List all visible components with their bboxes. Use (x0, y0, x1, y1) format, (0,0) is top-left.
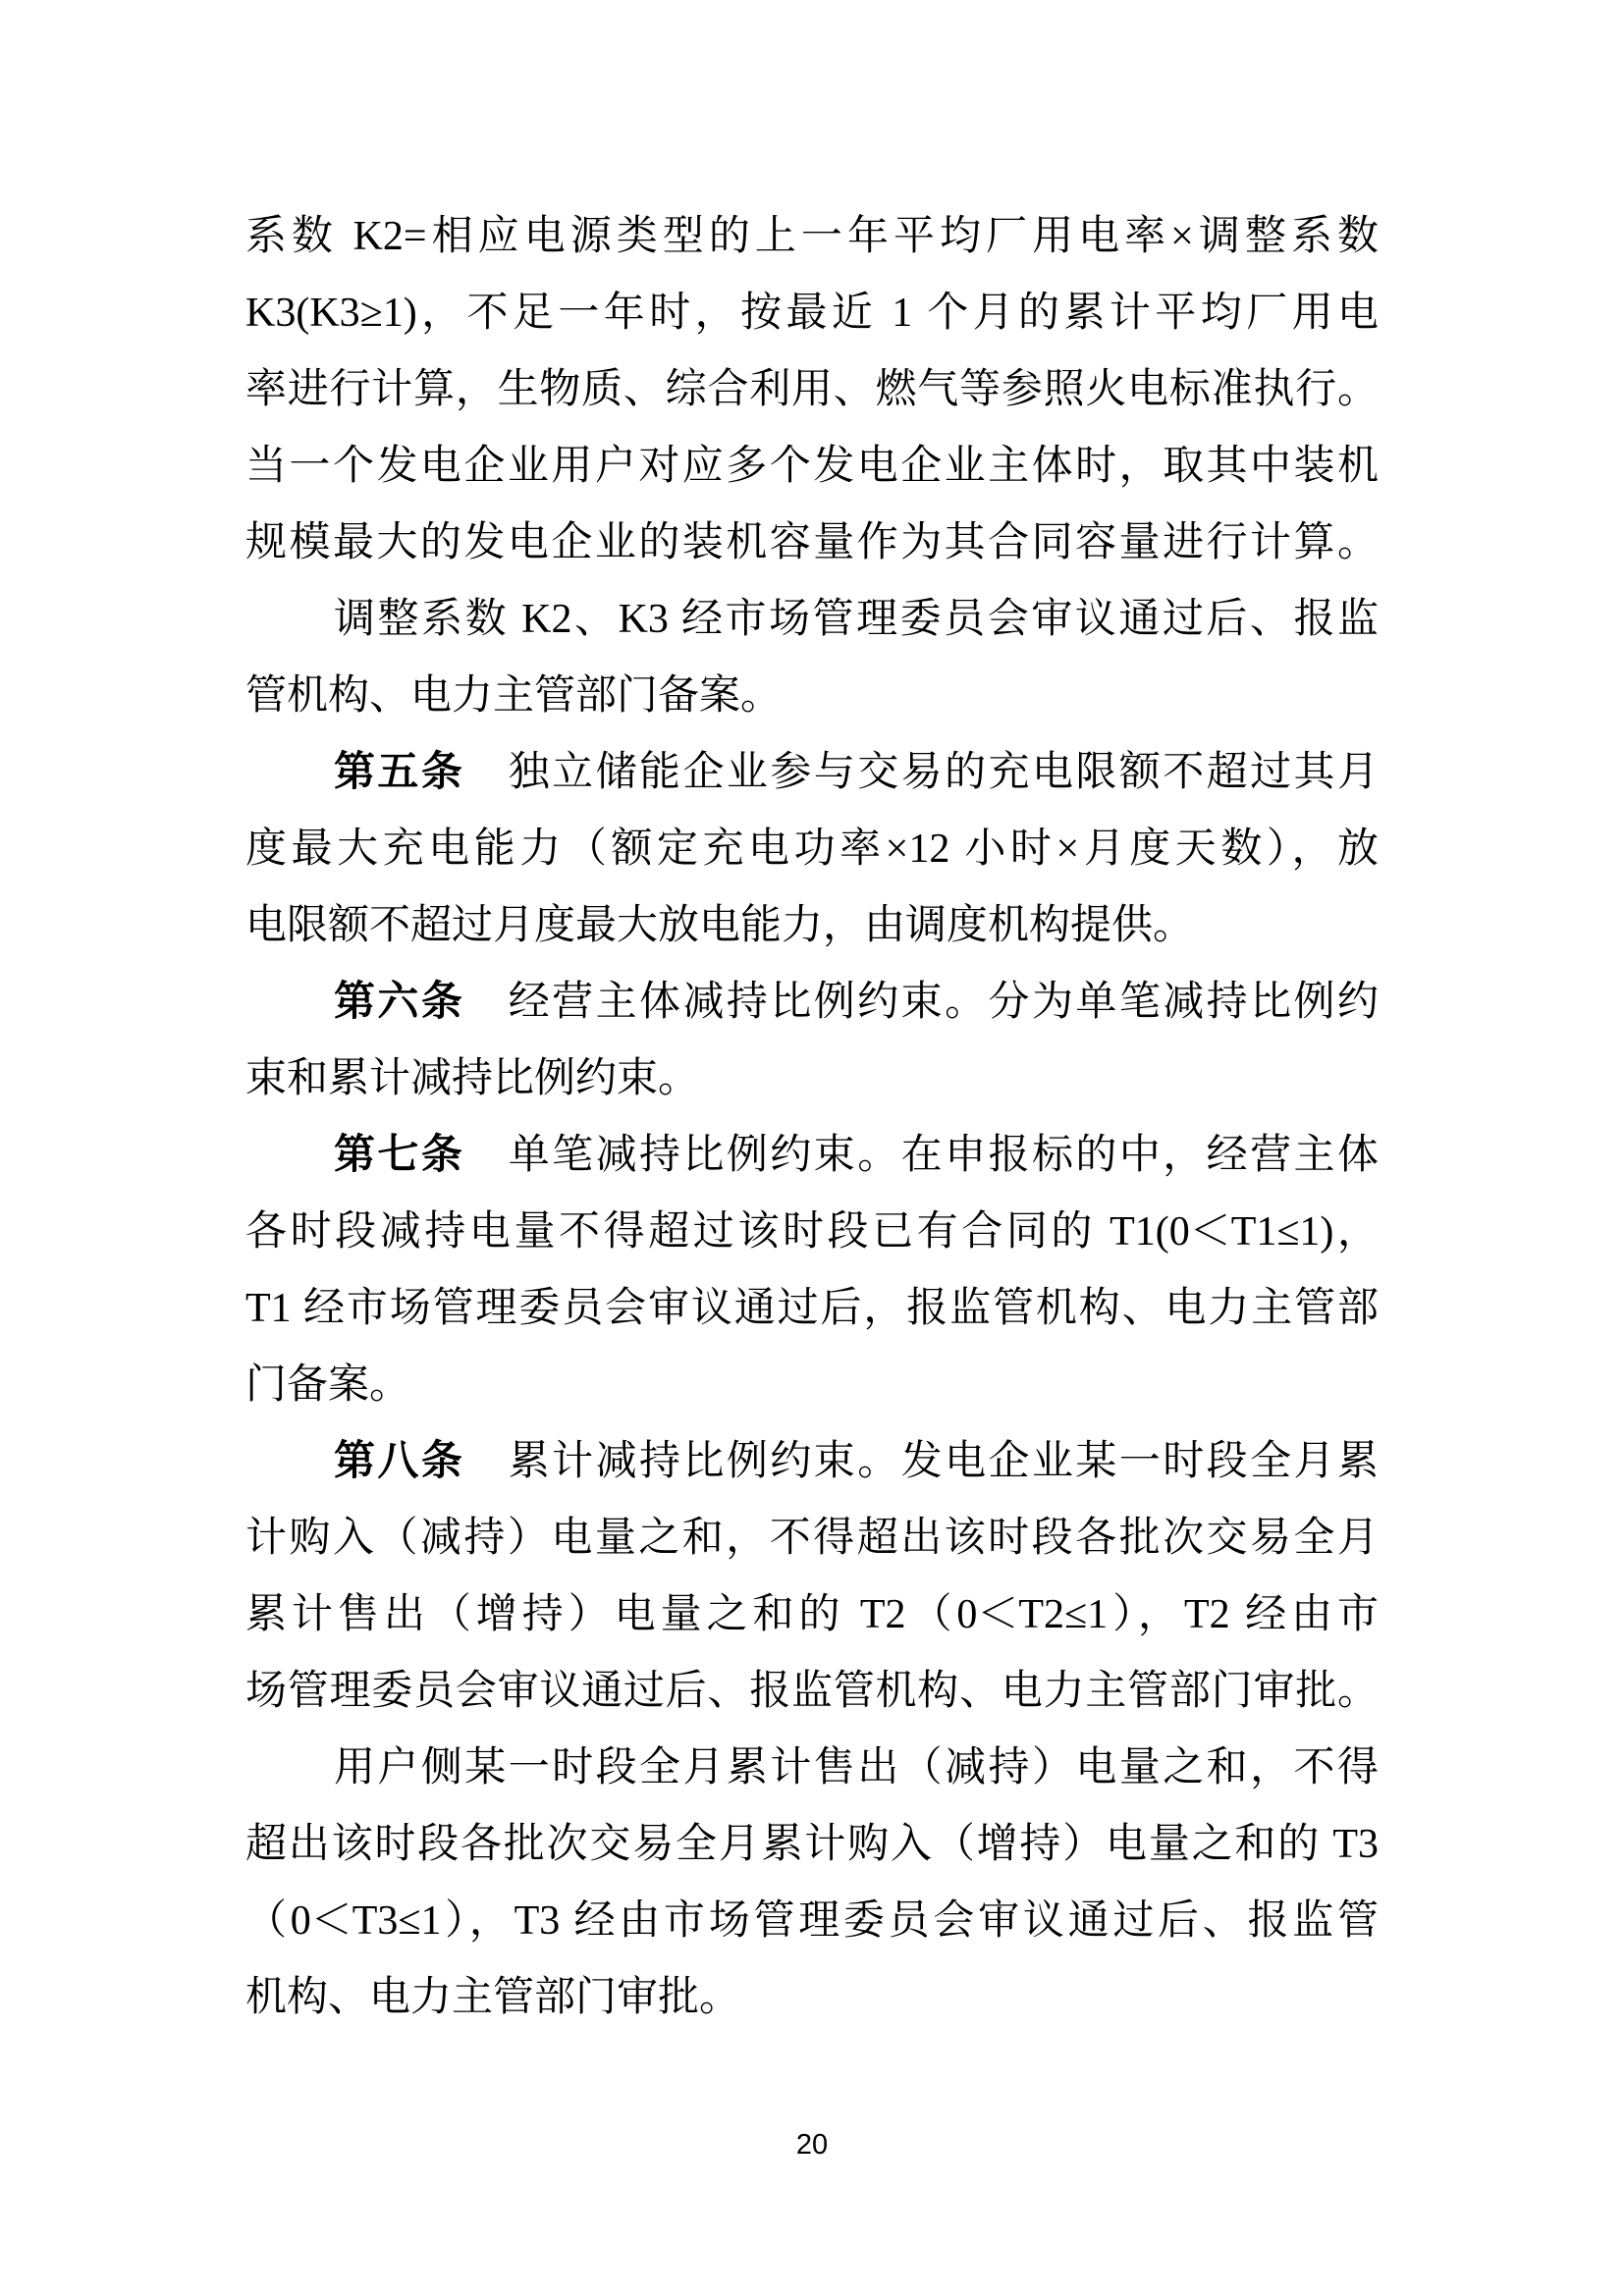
text-line (245, 505, 1379, 581)
text-line (245, 658, 1379, 734)
text-line (245, 1806, 1379, 1883)
text-line (245, 1194, 1379, 1270)
text-segment: 计购入（减持）电量之和，不得超出该时段各批次交易全月 (245, 1516, 1379, 1561)
text-line (245, 734, 1379, 811)
text-line (245, 275, 1379, 351)
text-line (245, 1347, 1379, 1423)
text-segment: K3(K3≥1)，不足一年时，按最近 1 个月的累计平均厂用电 (245, 291, 1379, 336)
text-segment: 累计减持比例约束。发电企业某一时段全月累 (464, 1439, 1379, 1484)
text-line (245, 428, 1379, 505)
text-segment: 机构、电力主管部门审批。 (245, 1975, 741, 2020)
text-line (245, 1041, 1379, 1117)
text-line (245, 964, 1379, 1041)
text-line (245, 811, 1379, 887)
text-line (245, 581, 1379, 658)
text-segment: （0＜T3≤1），T3 经由市场管理委员会审议通过后、报监管 (245, 1898, 1379, 1944)
text-segment: T1 经市场管理委员会审议通过后，报监管机构、电力主管部 (245, 1286, 1379, 1331)
text-line (245, 1500, 1379, 1576)
text-segment: 电限额不超过月度最大放电能力，由调度机构提供。 (245, 903, 1195, 948)
text-segment: 当一个发电企业用户对应多个发电企业主体时，取其中装机 (245, 444, 1379, 489)
article-heading-segment: 第八条 (334, 1439, 465, 1484)
text-line (245, 1730, 1379, 1806)
article-heading-segment: 第六条 (334, 980, 465, 1025)
text-segment: 规模最大的发电企业的装机容量作为其合同容量进行计算。 (245, 520, 1379, 565)
text-segment: 束和累计减持比例约束。 (245, 1056, 700, 1101)
text-line (245, 1653, 1379, 1730)
text-segment: 独立储能企业参与交易的充电限额不超过其月 (464, 750, 1379, 795)
text-segment: 经营主体减持比例约束。分为单笔减持比例约 (464, 980, 1379, 1025)
text-block (245, 198, 1379, 2036)
text-segment: 各时段减持电量不得超过该时段已有合同的 T1(0＜T1≤1)， (245, 1209, 1379, 1255)
text-segment: 累计售出（增持）电量之和的 T2（0＜T2≤1），T2 经由市 (245, 1592, 1379, 1637)
text-segment: 单笔减持比例约束。在申报标的中，经营主体 (464, 1133, 1379, 1178)
text-segment: 度最大充电能力（额定充电功率×12 小时×月度天数），放 (245, 827, 1379, 872)
text-segment: 超出该时段各批次交易全月累计购入（增持）电量之和的 T3 (245, 1822, 1379, 1867)
text-segment: 率进行计算，生物质、综合利用、燃气等参照火电标准执行。 (245, 367, 1379, 412)
text-line (245, 1576, 1379, 1653)
text-segment: 用户侧某一时段全月累计售出（减持）电量之和，不得 (334, 1745, 1379, 1790)
article-heading-segment: 第七条 (334, 1133, 465, 1178)
text-line (245, 1117, 1379, 1194)
text-line (245, 198, 1379, 275)
text-line (245, 1270, 1379, 1347)
article-heading-segment: 第五条 (334, 750, 465, 795)
text-segment: 门备案。 (245, 1362, 411, 1408)
text-segment: 场管理委员会审议通过后、报监管机构、电力主管部门审批。 (245, 1669, 1379, 1714)
text-segment: 管机构、电力主管部门备案。 (245, 673, 783, 719)
text-line (245, 351, 1379, 428)
text-line (245, 1959, 1379, 2036)
text-line (245, 887, 1379, 964)
text-segment: 调整系数 K2、K3 经市场管理委员会审议通过后、报监 (334, 597, 1379, 642)
text-segment: 系数 K2=相应电源类型的上一年平均厂用电率×调整系数 (245, 214, 1379, 259)
text-line (245, 1883, 1379, 1959)
text-line (245, 1423, 1379, 1500)
page-number: 20 (795, 2129, 829, 2161)
